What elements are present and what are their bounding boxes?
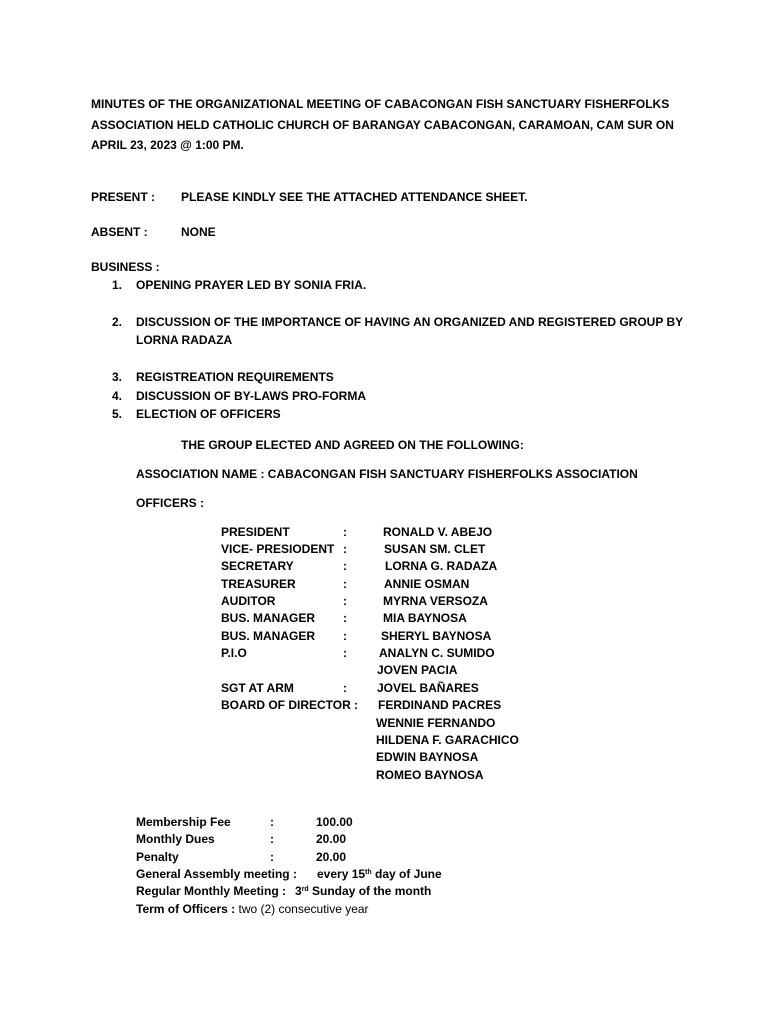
officer-colon: :	[343, 611, 347, 625]
term-label: Term of Officers :	[136, 902, 236, 916]
business-item-text-cont: LORNA RADAZA	[136, 333, 233, 347]
officer-position: SGT AT ARM	[221, 681, 294, 695]
association-name-value: CABACONGAN FISH SANCTUARY FISHERFOLKS ASSOCIATION	[267, 467, 638, 481]
title-line-1: MINUTES OF THE ORGANIZATIONAL MEETING OF CABACONGAN FISH SANCTUARY FISHERFOLKS	[91, 97, 670, 111]
officer-name: JOVEN PACIA	[377, 663, 458, 677]
business-item-text: DISCUSSION OF THE IMPORTANCE OF HAVING AN ORGANIZED AND REGISTERED GROUP BY	[136, 315, 684, 329]
fee-colon: :	[270, 832, 274, 846]
officer-position: PRESIDENT	[221, 525, 290, 539]
business-label: BUSINESS :	[91, 260, 160, 274]
officer-position: AUDITOR	[221, 594, 276, 608]
officer-name: FERDINAND PACRES	[378, 698, 502, 712]
officer-colon: :	[343, 681, 347, 695]
fee-colon: :	[270, 850, 274, 864]
fee-label: Membership Fee	[136, 815, 231, 829]
officer-position: VICE- PRESIODENT	[221, 542, 335, 556]
association-name	[136, 466, 638, 483]
business-item-number: 3.	[111, 370, 122, 384]
business-item-number: 2.	[111, 315, 122, 329]
officer-position: SECRETARY	[221, 559, 294, 573]
fee-label: Penalty	[136, 850, 179, 864]
business-item-text: DISCUSSION OF BY-LAWS PRO-FORMA	[136, 389, 367, 403]
officer-name: SUSAN SM. CLET	[384, 542, 486, 556]
officer-colon: :	[343, 542, 347, 556]
business-item-number: 4.	[111, 389, 122, 403]
general-assembly-meeting	[136, 866, 442, 883]
association-name-label: ASSOCIATION NAME :	[136, 467, 265, 481]
fee-value: 100.00	[316, 815, 353, 829]
officer-name: MYRNA VERSOZA	[383, 594, 488, 608]
officer-position: TREASURER	[221, 577, 296, 591]
officer-name: WENNIE FERNANDO	[376, 716, 496, 730]
general-assembly-post: day of June	[371, 867, 442, 881]
regular-meeting-pre: 3	[295, 884, 302, 898]
fee-value: 20.00	[316, 832, 347, 846]
officer-name: SHERYL BAYNOSA	[381, 629, 492, 643]
officer-colon: :	[343, 559, 347, 573]
business-item-text: REGISTREATION REQUIREMENTS	[136, 370, 334, 384]
document-title	[91, 94, 674, 156]
officer-name: ANALYN C. SUMIDO	[379, 646, 495, 660]
officer-position: BOARD OF DIRECTOR :	[221, 698, 359, 712]
officer-colon: :	[343, 594, 347, 608]
officer-colon: :	[343, 629, 347, 643]
general-assembly-pre: every 15	[317, 867, 366, 881]
fee-label: Monthly Dues	[136, 832, 215, 846]
regular-meeting-label: Regular Monthly Meeting :	[136, 884, 286, 898]
elected-statement: THE GROUP ELECTED AND AGREED ON THE FOLLOWING:	[181, 438, 524, 452]
general-assembly-sup: th	[365, 869, 372, 876]
regular-monthly-meeting	[136, 883, 432, 900]
officer-name: JOVEL BAÑARES	[377, 681, 479, 695]
fee-colon: :	[270, 815, 274, 829]
regular-meeting-value	[295, 883, 431, 900]
title-line-2: ASSOCIATION HELD CATHOLIC CHURCH OF BARANGAY CABACONGAN, CARAMOAN, CAM SUR ON	[91, 117, 674, 132]
officer-name: MIA BAYNOSA	[383, 611, 467, 625]
term-value: two (2) consecutive year	[238, 902, 369, 916]
present-label: PRESENT :	[91, 190, 156, 204]
officer-name: LORNA G. RADAZA	[385, 559, 498, 573]
business-item-text: ELECTION OF OFFICERS	[136, 407, 281, 421]
officer-name: RONALD V. ABEJO	[383, 525, 493, 539]
absent-value: NONE	[181, 225, 216, 239]
officer-position: BUS. MANAGER	[221, 629, 316, 643]
business-item-number: 5.	[111, 407, 122, 421]
officer-name: HILDENA F. GARACHICO	[376, 733, 519, 747]
officer-colon: :	[343, 577, 347, 591]
officers-label: OFFICERS :	[136, 496, 204, 510]
officer-colon: :	[343, 646, 347, 660]
officer-name: ROMEO BAYNOSA	[376, 768, 484, 782]
term-of-officers	[136, 901, 369, 918]
absent-label: ABSENT :	[91, 225, 148, 239]
regular-meeting-post: Sunday of the month	[308, 884, 432, 898]
officer-position: BUS. MANAGER	[221, 611, 316, 625]
general-assembly-value	[317, 866, 442, 883]
present-value: PLEASE KINDLY SEE THE ATTACHED ATTENDANCE SHEET.	[181, 190, 528, 204]
business-item-number: 1.	[111, 278, 122, 292]
business-item-text: OPENING PRAYER LED BY SONIA FRIA.	[136, 278, 367, 292]
title-line-3: APRIL 23, 2023 @ 1:00 PM.	[91, 138, 244, 152]
officer-position: P.I.O	[221, 646, 247, 660]
general-assembly-label: General Assembly meeting :	[136, 867, 297, 881]
officer-name: ANNIE OSMAN	[384, 577, 470, 591]
fee-value: 20.00	[316, 850, 347, 864]
officer-name: EDWIN BAYNOSA	[376, 750, 479, 764]
officer-colon: :	[343, 525, 347, 539]
regular-meeting-sup: rd	[301, 886, 309, 893]
